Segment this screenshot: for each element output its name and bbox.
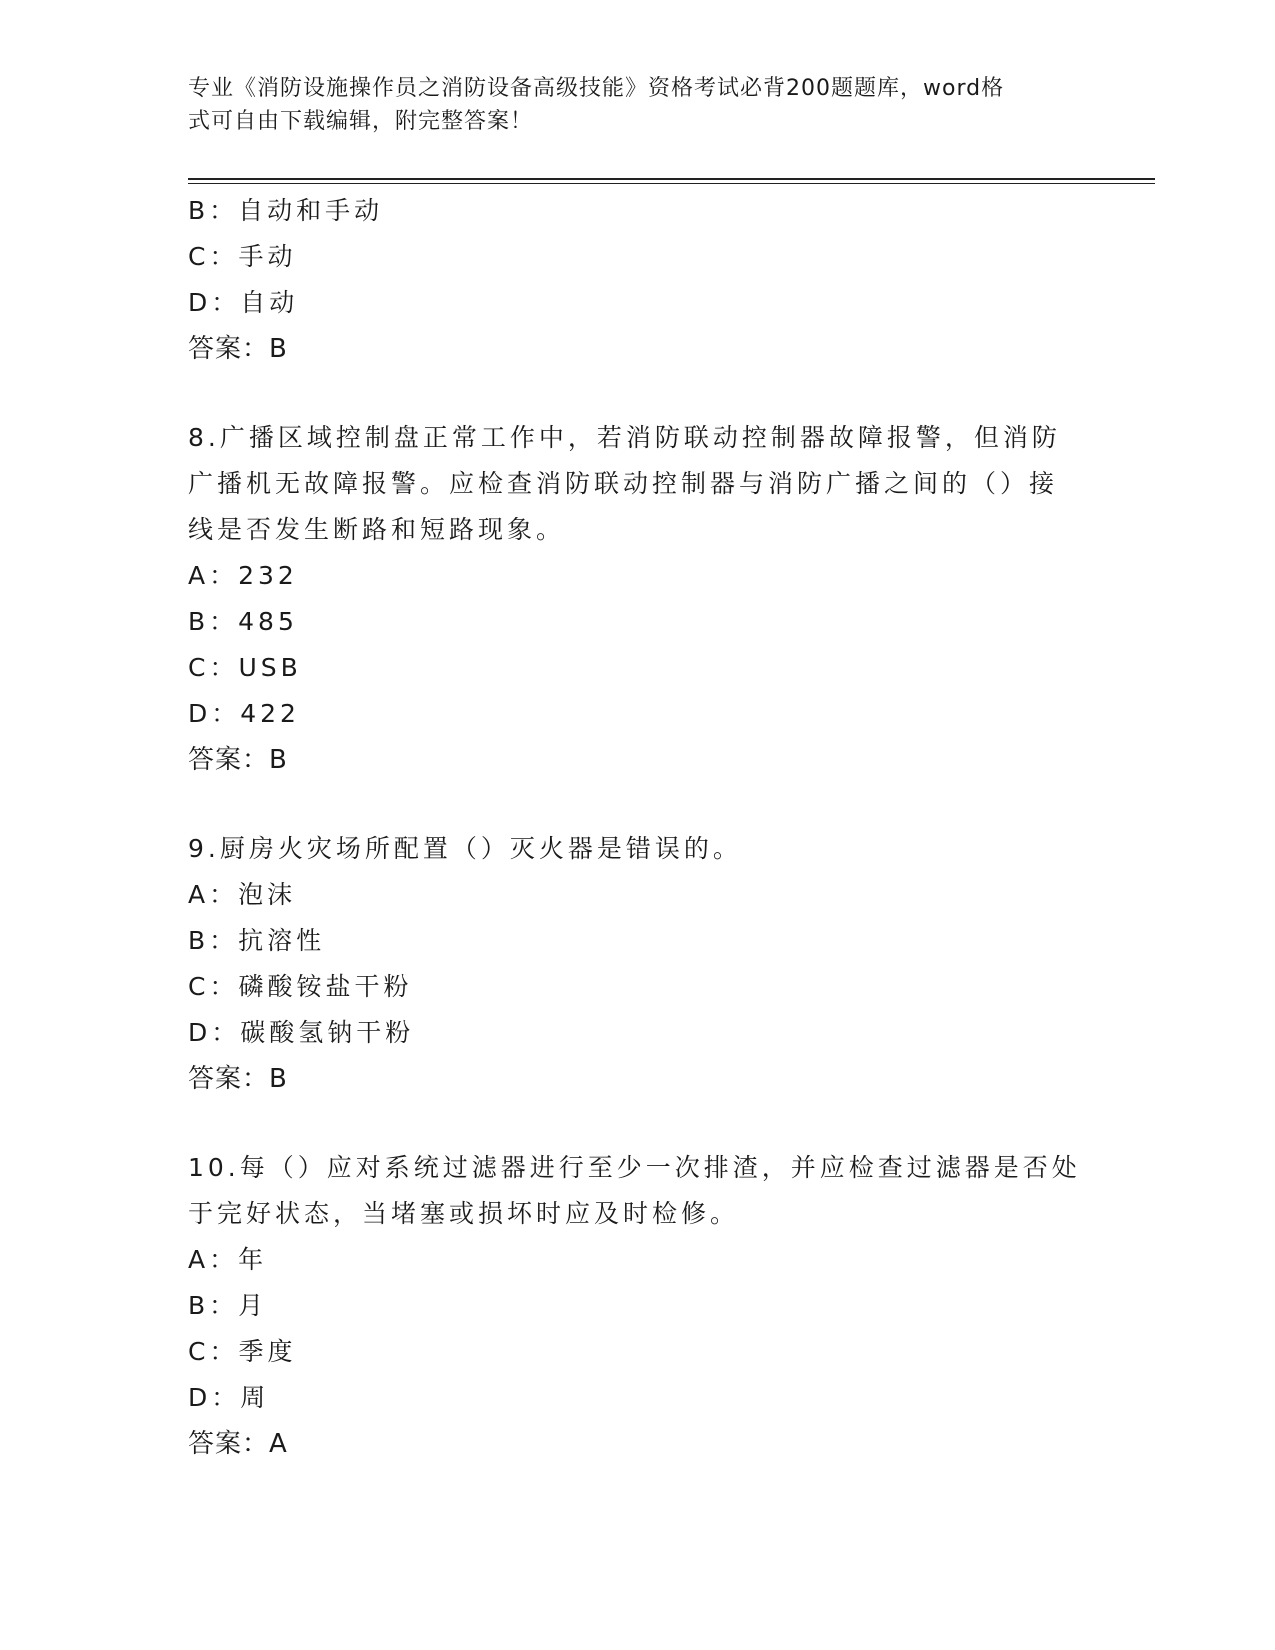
document-header [188,72,1068,138]
header-line-1: 专业《消防设施操作员之消防设备高级技能》资格考试必背200题题库，word格 [188,76,1005,101]
question-text-line: 于完好状态，当堵塞或损坏时应及时检修。 [188,1199,740,1228]
answer-line: 答案：B [188,334,288,364]
option-c: C：磷酸铵盐干粉 [188,972,413,1001]
header-line-2: 式可自由下载编辑，附完整答案！ [188,109,534,134]
option-d: D：碳酸氢钠干粉 [188,1018,415,1047]
header-divider-thin [188,183,1155,184]
option-d: D：自动 [188,288,299,317]
option-a: A：年 [188,1245,268,1274]
question-text-line: 9.厨房火灾场所配置（）灭火器是错误的。 [188,834,742,863]
question-text [188,826,1088,872]
option-c: C：手动 [188,242,297,271]
option-c: C：USB [188,653,302,682]
partial-question [188,188,1088,372]
option-b: B：自动和手动 [188,196,384,225]
answer-line: 答案：B [188,745,288,775]
option-c: C：季度 [188,1337,297,1366]
question-list [188,188,1088,1467]
answer-line: 答案：A [188,1429,288,1459]
question-text-line: 广播机无故障报警。应检查消防联动控制器与消防广播之间的（）接 [188,469,1059,498]
option-b: B：抗溶性 [188,926,326,955]
question-text-line: 10.每（）应对系统过滤器进行至少一次排渣，并应检查过滤器是否处 [188,1153,1081,1182]
answer-line: 答案：B [188,1064,288,1094]
option-d: D：422 [188,699,300,728]
option-b: B：485 [188,607,298,636]
option-a: A：泡沫 [188,880,297,909]
header-divider-thick [188,178,1155,180]
question-text [188,415,1088,553]
question-9 [188,826,1088,1102]
question-text [188,1145,1088,1237]
option-b: B：月 [188,1291,268,1320]
question-10 [188,1145,1088,1467]
option-a: A：232 [188,561,298,590]
question-text-line: 8.广播区域控制盘正常工作中，若消防联动控制器故障报警，但消防 [188,423,1061,452]
question-8 [188,415,1088,783]
question-text-line: 线是否发生断路和短路现象。 [188,515,566,544]
option-d: D：周 [188,1383,270,1412]
